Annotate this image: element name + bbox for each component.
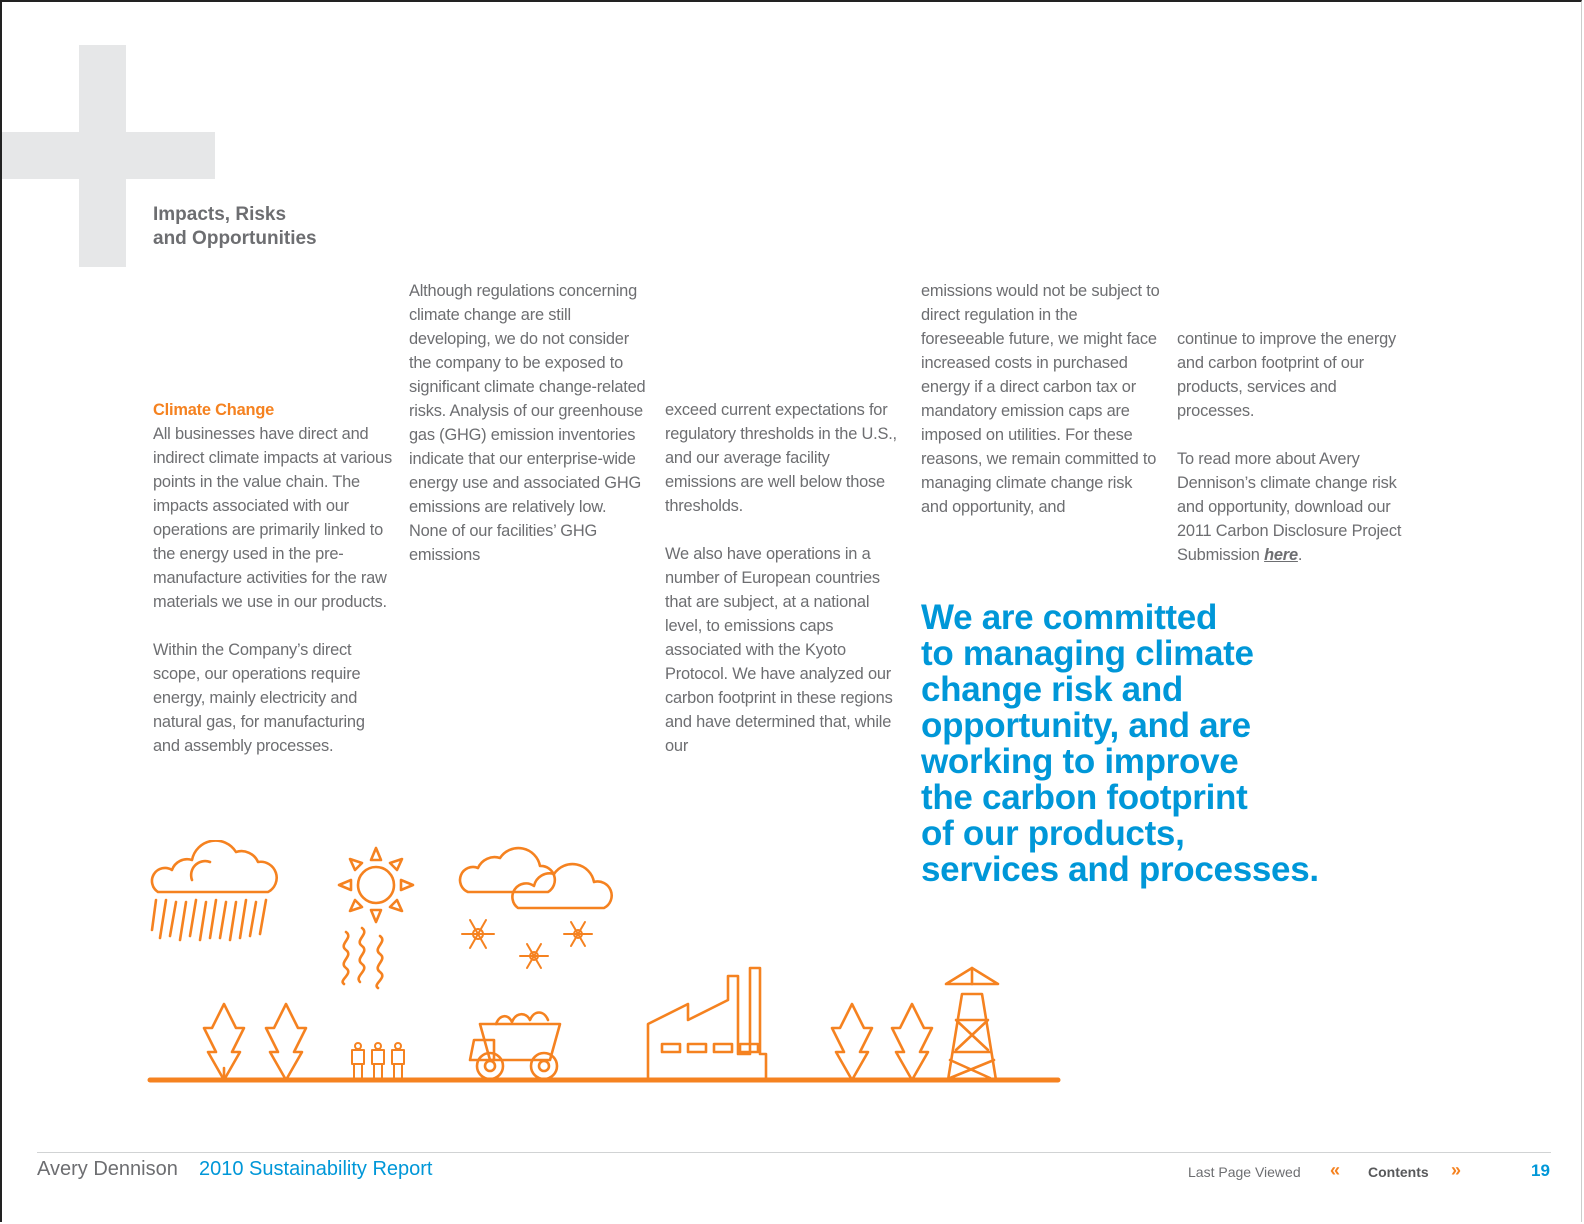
pull-quote-line: change risk and — [921, 670, 1183, 709]
section-title-line2: and Opportunities — [153, 228, 317, 249]
col2-paragraph-1: Although regulations concerning climate change are still developing, we do not consider the company to be exposed to significant climate change-related risks. Analysis of our greenhouse gas (GHG) emission inventories indicate that our enterprise-wide energy use and associated GHG emissions are relatively low. None of our facilities’ GHG emissions — [409, 282, 646, 564]
col5-paragraph-2-text: To read more about Avery Dennison’s climate change risk and opportunity, download our 2011 Carbon Disclosure Project Submission — [1177, 450, 1402, 564]
last-page-viewed-link[interactable]: Last Page Viewed — [1188, 1164, 1301, 1180]
text-column-1 — [153, 398, 393, 782]
decorative-plus-horizontal — [2, 132, 215, 179]
pull-quote-line: the carbon footprint — [921, 778, 1248, 817]
footer-brand: Avery Dennison — [37, 1158, 178, 1180]
here-link[interactable]: here — [1264, 546, 1298, 564]
rain-cloud-icon — [152, 841, 277, 940]
pull-quote-line: of our products, — [921, 814, 1185, 853]
footer-divider — [37, 1152, 1551, 1153]
tree-icon — [832, 1004, 872, 1080]
climate-illustration — [140, 840, 1070, 1100]
section-title-line1: Impacts, Risks — [153, 204, 287, 225]
text-column-2 — [409, 279, 649, 591]
snowflake-icon — [462, 920, 592, 968]
contents-link[interactable]: Contents — [1368, 1164, 1429, 1180]
footer-report-title: 2010 Sustainability Report — [199, 1158, 433, 1180]
sun-icon — [339, 848, 413, 922]
previous-page-icon[interactable]: « — [1330, 1160, 1341, 1180]
col4-paragraph-1: emissions would not be subject to direct regulation in the foreseeable future, we might face increased costs in purchased energy if a direct carbon tax or mandatory emission caps are imposed on utilities. For these reasons, we remain committed to managing climate change risk and opportunity, and — [921, 282, 1160, 516]
col1-paragraph-2: Within the Company’s direct scope, our operations require energy, mainly electricity and natural gas, for manufacturing and assembly processes. — [153, 641, 365, 755]
workers-icon — [352, 1043, 404, 1078]
col3-paragraph-1: exceed current expectations for regulatory thresholds in the U.S., and our average facility emissions are well below those thresholds. — [665, 401, 897, 515]
mining-truck-icon — [470, 1013, 560, 1080]
tree-icon — [892, 1004, 932, 1080]
col1-paragraph-1: All businesses have direct and indirect climate impacts at various points in the value chain. The impacts associated with our operations are primarily linked to the energy used in the pre-manufacture activities for the raw materials we use in our products. — [153, 425, 392, 611]
col5-paragraph-2-end: . — [1297, 546, 1303, 564]
next-page-icon[interactable]: » — [1451, 1160, 1462, 1180]
snow-cloud-icon — [460, 848, 612, 908]
tree-icon — [266, 1004, 306, 1080]
text-column-5 — [1177, 327, 1417, 591]
col3-paragraph-2: We also have operations in a number of European countries that are subject, at a national level, to emissions caps associated with the Kyoto Protocol. We have analyzed our carbon footprint in these regions and have determined that, while our — [665, 545, 893, 755]
text-column-3 — [665, 398, 905, 782]
pull-quote-line: services and processes. — [921, 850, 1319, 889]
pull-quote-line: We are committed — [921, 598, 1218, 637]
text-column-4 — [921, 279, 1161, 543]
col5-paragraph-2 — [1177, 447, 1417, 567]
pull-quote-line: working to improve — [921, 742, 1239, 781]
power-tower-icon — [946, 968, 998, 1080]
col5-paragraph-1: continue to improve the energy and carbon footprint of our products, services and processes. — [1177, 330, 1397, 420]
section-title — [153, 203, 393, 251]
pull-quote-line: to managing climate — [921, 634, 1254, 673]
heat-waves-icon — [343, 928, 383, 988]
page-number: 19 — [1531, 1161, 1550, 1180]
tree-icon — [204, 1004, 244, 1080]
climate-change-heading: Climate Change — [153, 401, 275, 419]
factory-icon — [648, 968, 766, 1080]
pull-quote-line: opportunity, and are — [921, 706, 1251, 745]
